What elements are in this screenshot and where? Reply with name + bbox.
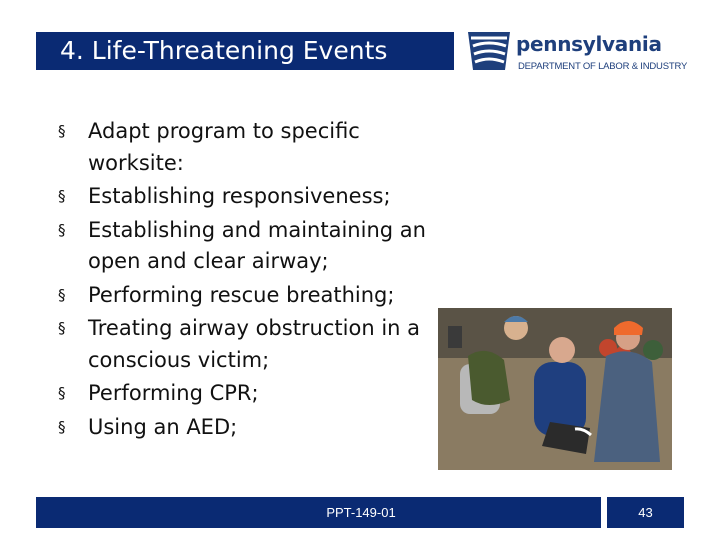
bullet-icon: § xyxy=(58,187,66,205)
slide-title: 4. Life-Threatening Events xyxy=(36,32,454,70)
first-aid-photo-illustration xyxy=(438,308,672,470)
keystone-logo-icon xyxy=(465,28,513,74)
list-item xyxy=(58,280,448,312)
bullet-icon: § xyxy=(58,122,66,140)
bullet-text: Establishing responsiveness; xyxy=(88,184,391,208)
bullet-icon: § xyxy=(58,319,66,337)
bullet-text: Adapt program to specific worksite: xyxy=(88,119,360,175)
bullet-list xyxy=(58,116,448,445)
bullet-text: Establishing and maintaining an open and clear airway; xyxy=(88,217,426,273)
bullet-icon: § xyxy=(58,285,66,304)
first-aid-photo xyxy=(438,308,672,470)
page-number: 43 xyxy=(638,505,653,520)
list-item xyxy=(58,215,448,278)
bullet-text: Treating airway obstruction in a conscious victim; xyxy=(88,316,421,372)
logo-department: DEPARTMENT OF LABOR & INDUSTRY xyxy=(518,61,688,72)
list-item xyxy=(58,378,448,410)
bullet-text: Performing rescue breathing; xyxy=(88,282,395,307)
bullet-icon: § xyxy=(58,220,66,239)
list-item xyxy=(58,116,448,179)
pennsylvania-logo xyxy=(465,28,695,80)
list-item xyxy=(58,181,448,213)
footer-code: PPT-149-01 xyxy=(326,505,396,520)
bullet-icon: § xyxy=(58,384,66,402)
bullet-icon: § xyxy=(58,417,66,436)
bullet-text: Performing CPR; xyxy=(88,381,259,405)
bullet-text: Using an AED; xyxy=(88,414,238,439)
logo-name: pennsylvania xyxy=(516,32,662,56)
footer-bar xyxy=(36,497,684,528)
list-item xyxy=(58,412,448,444)
list-item xyxy=(58,313,448,376)
